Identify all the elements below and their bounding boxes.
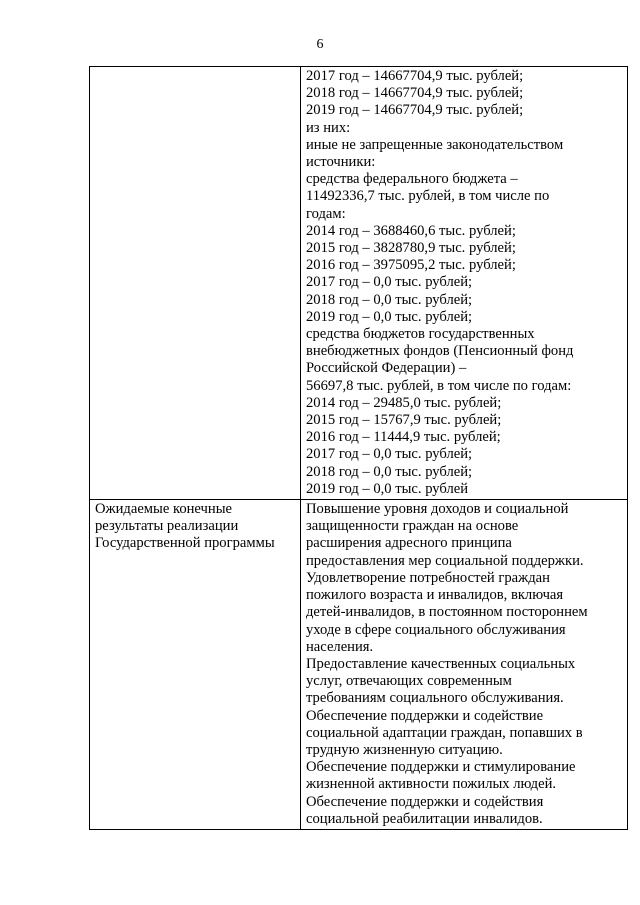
results-value-cell [301, 500, 628, 830]
funding-line: 2017 год – 14667704,9 тыс. рублей; [306, 68, 524, 84]
results-line: Предоставление качественных социальных [306, 655, 576, 672]
results-label-line: результаты реализации [95, 518, 239, 535]
results-line: требованиям социального обслуживания. [306, 690, 564, 707]
results-line: Обеспечение поддержки и содействия [306, 793, 544, 810]
results-line: детей-инвалидов, в постоянном постороннем [306, 604, 588, 621]
funding-line: 2019 год – 0,0 тыс. рублей [306, 480, 469, 497]
funding-line: средства федерального бюджета – [306, 171, 518, 188]
funding-line: Российской Федерации) – [306, 360, 467, 377]
results-line: пожилого возраста и инвалидов, включая [306, 587, 564, 604]
funding-line: 2018 год – 0,0 тыс. рублей; [306, 463, 473, 480]
table-row-results [90, 500, 628, 830]
funding-line: 2018 год – 0,0 тыс. рублей; [306, 291, 473, 308]
page-number: 6 [316, 37, 324, 52]
results-line: расширения адресного принципа [306, 535, 512, 552]
funding-line: внебюджетных фондов (Пенсионный фонд [306, 343, 574, 360]
results-line: услуг, отвечающих современным [306, 673, 512, 690]
results-line: Обеспечение поддержки и содействие [306, 707, 544, 724]
funding-line: 2014 год – 29485,0 тыс. рублей; [306, 394, 502, 411]
funding-line: 2019 год – 0,0 тыс. рублей; [306, 308, 473, 325]
results-line: Удовлетворение потребностей граждан [306, 569, 550, 586]
funding-line: из них: [306, 119, 351, 136]
results-line: предоставления мер социальной поддержки. [306, 552, 584, 569]
funding-line: 11492336,7 тыс. рублей, в том числе по [306, 188, 550, 205]
results-line: жизненной активности пожилых людей. [306, 776, 557, 793]
program-passport-table [89, 66, 628, 830]
results-line: населения. [306, 638, 374, 655]
results-line: Повышение уровня доходов и социальной [306, 501, 569, 518]
funding-line: 2014 год – 3688460,6 тыс. рублей; [306, 222, 516, 239]
results-line: социальной реабилитации инвалидов. [306, 810, 543, 827]
results-label-line: Ожидаемые конечные [95, 501, 232, 518]
results-label-cell [90, 500, 301, 830]
results-line: социальной адаптации граждан, попавших в [306, 724, 583, 741]
results-line: уходе в сфере социального обслуживания [306, 621, 566, 638]
funding-line: 2015 год – 15767,9 тыс. рублей; [306, 412, 502, 429]
results-line: защищенности граждан на основе [306, 518, 519, 535]
funding-line: 56697,8 тыс. рублей, в том числе по годам: [306, 377, 572, 394]
funding-line: 2017 год – 0,0 тыс. рублей; [306, 446, 473, 463]
results-line: трудную жизненную ситуацию. [306, 741, 503, 758]
table-row-funding [90, 67, 628, 500]
results-label-line: Государственной программы [95, 535, 275, 552]
funding-line: источники: [306, 154, 376, 171]
funding-line: иные не запрещенные законодательством [306, 136, 564, 153]
funding-line: 2019 год – 14667704,9 тыс. рублей; [306, 102, 524, 119]
funding-line: 2015 год – 3828780,9 тыс. рублей; [306, 240, 516, 257]
funding-line: 2018 год – 14667704,9 тыс. рублей; [306, 85, 524, 102]
funding-line: 2016 год – 11444,9 тыс. рублей; [306, 429, 501, 446]
results-line: Обеспечение поддержки и стимулирование [306, 759, 576, 776]
funding-line: 2017 год – 0,0 тыс. рублей; [306, 274, 473, 291]
funding-line: годам: [306, 205, 346, 222]
funding-label-cell [90, 67, 301, 500]
funding-line: средства бюджетов государственных [306, 326, 535, 343]
funding-line: 2016 год – 3975095,2 тыс. рублей; [306, 257, 516, 274]
funding-value-cell [301, 67, 628, 500]
